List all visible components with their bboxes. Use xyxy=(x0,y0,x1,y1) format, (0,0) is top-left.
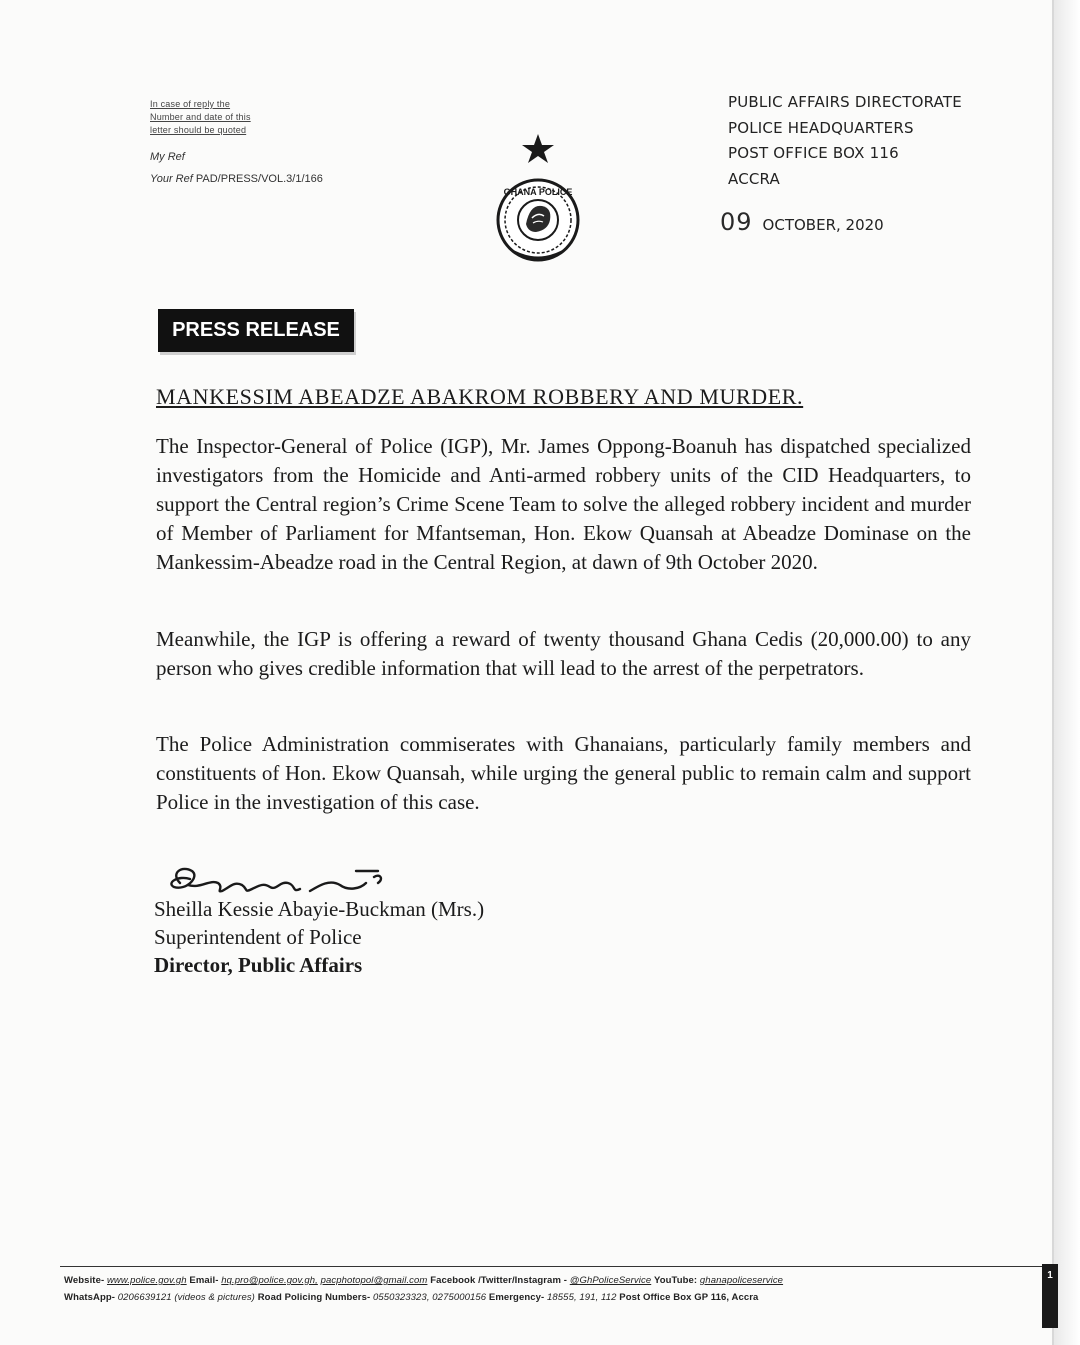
your-ref-value: PAD/PRESS/VOL.3/1/166 xyxy=(195,173,323,185)
signatory-rank: Superintendent of Police xyxy=(154,925,362,949)
reference-block xyxy=(150,98,410,185)
signatory-block xyxy=(154,895,484,979)
your-ref xyxy=(150,173,410,185)
whatsapp-label: WhatsApp- xyxy=(64,1292,116,1303)
reply-note-line: Number and date of this xyxy=(150,112,251,122)
email-link[interactable]: hq.pro@police.gov.gh, xyxy=(221,1275,318,1286)
youtube-label: YouTube: xyxy=(653,1275,698,1286)
headline: MANKESSIM ABEADZE ABAKROM ROBBERY AND MURDER. xyxy=(156,384,804,409)
emergency-label: Emergency- xyxy=(488,1292,545,1303)
email-label: Email- xyxy=(189,1275,219,1286)
reply-note xyxy=(150,98,300,137)
website-link[interactable]: www.police.gov.gh xyxy=(106,1275,187,1286)
body-paragraph: Meanwhile, the IGP is offering a reward of twenty thousand Ghana Cedis (20,000.00) to any person who gives credible information that will lead to the arrest of the perpetrators. xyxy=(156,627,971,680)
crest-text: GHANA POLICE xyxy=(503,187,573,197)
whatsapp-number: 0206639121 xyxy=(117,1292,172,1303)
ghana-police-crest-icon xyxy=(478,132,598,262)
body-paragraph: The Police Administration commiserates with Ghanaians, particularly family members and constituents of Hon. Ekow Quansah, while urging the general public to remain calm and support Police in the investigation of this case. xyxy=(156,732,971,814)
date-month-year: OCTOBER, 2020 xyxy=(762,216,884,234)
press-release-label: PRESS RELEASE xyxy=(158,309,354,352)
my-ref-label: My Ref xyxy=(150,151,185,163)
social-label: Facebook /Twitter/Instagram - xyxy=(430,1275,567,1286)
address-line: ACCRA xyxy=(728,169,781,188)
signatory-name: Sheilla Kessie Abayie-Buckman (Mrs.) xyxy=(154,897,485,921)
website-label: Website- xyxy=(64,1275,105,1286)
contact-footer xyxy=(64,1272,1044,1306)
footer-line-2 xyxy=(64,1289,1044,1306)
youtube-link[interactable]: ghanapoliceservice xyxy=(699,1275,784,1286)
road-policing-numbers: 0550323323, 0275000156 xyxy=(372,1292,487,1303)
my-ref xyxy=(150,151,410,163)
your-ref-label: Your Ref xyxy=(150,173,193,185)
page-number-tab: 1 xyxy=(1042,1264,1058,1328)
body-paragraph: The Inspector-General of Police (IGP), Mr. James Oppong-Boanuh has dispatched specialized investigators from the Homicide and Anti-armed robbery units of the CID Headquarters, to support the Central region’s Crime Scene Team to solve the alleged robbery incident and murder of Member of Parliament for Mfantseman, Hon. Ekow Quansah at Abeadze Dominase on the Mankessim-Abeadze road in the Central Region, at dawn of 9th October 2020. xyxy=(156,434,971,574)
emergency-numbers: 18555, 191, 112 xyxy=(547,1292,617,1303)
footer-divider xyxy=(60,1266,1046,1267)
reply-note-line: letter should be quoted xyxy=(150,125,247,135)
social-handle-link[interactable]: @GhPoliceService xyxy=(569,1275,652,1286)
footer-line-1 xyxy=(64,1272,1044,1289)
po-box: Post Office Box GP 116, Accra xyxy=(619,1292,759,1303)
road-policing-label: Road Policing Numbers- xyxy=(257,1292,371,1303)
date-day: 09 xyxy=(720,208,753,236)
directorate-address xyxy=(728,90,1028,192)
reply-note-line: In case of reply the xyxy=(150,99,231,109)
signatory-title: Director, Public Affairs xyxy=(154,953,363,977)
address-line: POLICE HEADQUARTERS xyxy=(728,118,914,137)
address-line: POST OFFICE BOX 116 xyxy=(728,144,899,162)
whatsapp-note: (videos & pictures) xyxy=(174,1292,255,1303)
page-edge-shadow xyxy=(1054,0,1080,1345)
release-date xyxy=(720,208,884,236)
address-line: PUBLIC AFFAIRS DIRECTORATE xyxy=(728,93,962,111)
email-link[interactable]: pacphotopol@gmail.com xyxy=(320,1275,428,1286)
